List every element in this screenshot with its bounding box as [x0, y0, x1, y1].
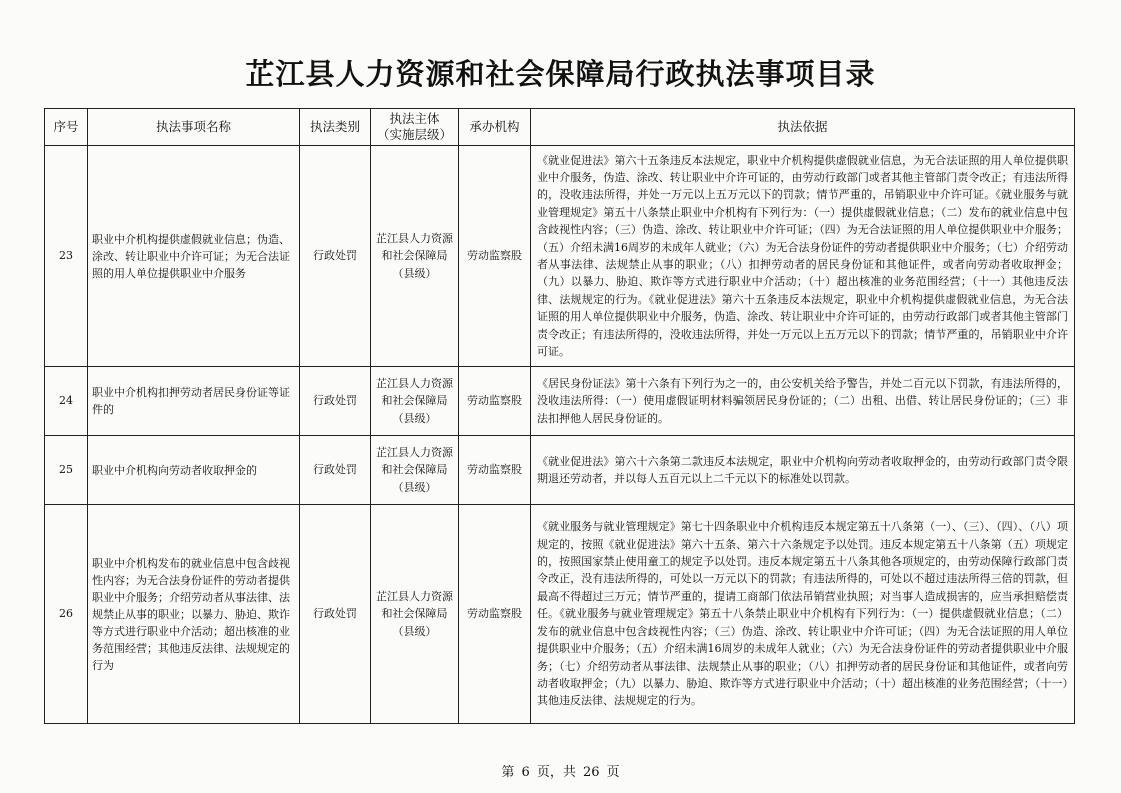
row-basis: 《就业服务与就业管理规定》第七十四条职业中介机构违反本规定第五十八条第（一）、（三）、（四）、（八）项规定的，按照《就业促进法》第六十五条、第六十六条规定予以处罚。违反本规定第五十八条第（五）项规定的，按照国家禁止使用童工的规定予以处罚。违反本规定第五十八条其他各项规定的，由劳动保障行政部门责令改正，没有违法所得的，可处以一万元以下的罚款；有违法所得的，可处以不超过违法所得三倍的罚款，但最高不得超过三万元；情节严重的，提请工商部门依法吊销营业执照；对当事人造成损害的，应当承担赔偿责任。《就业服务与就业管理规定》第五十八条禁止职业中介机构有下列行为：（一）提供虚假就业信息；（二）发布的就业信息中包含歧视性内容；（三）伪造、涂改、转让职业中介许可证；（四）为无合法证照的用人单位提供职业中介服务；（五）介绍未满16周岁的未成年人就业；（六）为无合法身份证件的劳动者提供职业中介服务；（七）介绍劳动者从事法律、法规禁止从事的职业；（八）扣押劳动者的居民身份证和其他证件，或者向劳动者收取押金；（九）以暴力、胁迫、欺诈等方式进行职业中介活动；（十）超出核准的业务范围经营；（十一）其他违反法律、法规规定的行为。 — [531, 505, 1075, 724]
table-row — [45, 367, 1075, 436]
page-title: 芷江县人力资源和社会保障局行政执法事项目录 — [245, 57, 876, 91]
table-row — [45, 146, 1075, 367]
row-subject: 芷江县人力资源和社会保障局（县级） — [371, 436, 459, 505]
row-no: 24 — [45, 367, 88, 436]
row-type: 行政处罚 — [300, 436, 371, 505]
header-basis: 执法依据 — [531, 109, 1075, 146]
header-org: 承办机构 — [459, 109, 531, 146]
row-subject: 芷江县人力资源和社会保障局（县级） — [371, 146, 459, 367]
enforcement-catalog-table — [44, 108, 1075, 724]
page-footer: 第 6 页，共 26 页 — [501, 765, 620, 780]
row-subject: 芷江县人力资源和社会保障局（县级） — [371, 367, 459, 436]
table-row — [45, 436, 1075, 505]
row-name: 职业中介机构向劳动者收取押金的 — [88, 436, 300, 505]
row-type: 行政处罚 — [300, 367, 371, 436]
row-no: 23 — [45, 146, 88, 367]
row-no: 25 — [45, 436, 88, 505]
row-type: 行政处罚 — [300, 146, 371, 367]
row-name: 职业中介机构提供虚假就业信息；伪造、涂改、转让职业中介许可证；为无合法证照的用人单位提供职业中介服务 — [88, 146, 300, 367]
row-name: 职业中介机构发布的就业信息中包含歧视性内容；为无合法身份证件的劳动者提供职业中介服务；介绍劳动者从事法律、法规禁止从事的职业；以暴力、胁迫、欺诈等方式进行职业中介活动；超出核准的业务范围经营；其他违反法律、法规规定的行为 — [88, 505, 300, 724]
header-subject-line2: （实施层级） — [376, 127, 452, 142]
row-org: 劳动监察股 — [459, 505, 531, 724]
header-type: 执法类别 — [300, 109, 371, 146]
row-basis: 《居民身份证法》第十六条有下列行为之一的，由公安机关给予警告，并处二百元以下罚款，有违法所得的，没收违法所得：（一）使用虚假证明材料骗领居民身份证的；（二）出租、出借、转让居民身份证的；（三）非法扣押他人居民身份证的。 — [531, 367, 1075, 436]
header-subject — [371, 109, 459, 146]
row-org: 劳动监察股 — [459, 146, 531, 367]
row-basis: 《就业促进法》第六十六条第二款违反本法规定，职业中介机构向劳动者收取押金的，由劳动行政部门责令限期退还劳动者，并以每人五百元以上二千元以下的标准处以罚款。 — [531, 436, 1075, 505]
row-type: 行政处罚 — [300, 505, 371, 724]
table-header-row — [45, 109, 1075, 146]
header-name: 执法事项名称 — [88, 109, 300, 146]
row-name: 职业中介机构扣押劳动者居民身份证等证件的 — [88, 367, 300, 436]
table-row — [45, 505, 1075, 724]
row-subject: 芷江县人力资源和社会保障局（县级） — [371, 505, 459, 724]
row-no: 26 — [45, 505, 88, 724]
row-org: 劳动监察股 — [459, 367, 531, 436]
header-no: 序号 — [45, 109, 88, 146]
header-subject-line1: 执法主体 — [389, 111, 440, 126]
row-org: 劳动监察股 — [459, 436, 531, 505]
row-basis: 《就业促进法》第六十五条违反本法规定，职业中介机构提供虚假就业信息，为无合法证照的用人单位提供职业中介服务，伪造、涂改、转让职业中介许可证的，由劳动行政部门或者其他主管部门责令改正；有违法所得的，没收违法所得，并处一万元以上五万元以下的罚款；情节严重的，吊销职业中介许可证。《就业服务与就业管理规定》第五十八条禁止职业中介机构有下列行为：（一）提供虚假就业信息；（二）发布的就业信息中包含歧视性内容；（三）伪造、涂改、转让职业中介许可证；（四）为无合法证照的用人单位提供职业中介服务；（五）介绍未满16周岁的未成年人就业；（六）为无合法身份证件的劳动者提供职业中介服务；（七）介绍劳动者从事法律、法规禁止从事的职业；（八）扣押劳动者的居民身份证和其他证件，或者向劳动者收取押金；（九）以暴力、胁迫、欺诈等方式进行职业中介活动；（十）超出核准的业务范围经营；（十一）其他违反法律、法规规定的行为。《就业促进法》第六十五条违反本法规定，职业中介机构提供虚假就业信息，为无合法证照的用人单位提供职业中介服务，伪造、涂改、转让职业中介许可证的，由劳动行政部门或者其他主管部门责令改正；有违法所得的，没收违法所得，并处一万元以上五万元以下的罚款；情节严重的，吊销职业中介许可证。 — [531, 146, 1075, 367]
